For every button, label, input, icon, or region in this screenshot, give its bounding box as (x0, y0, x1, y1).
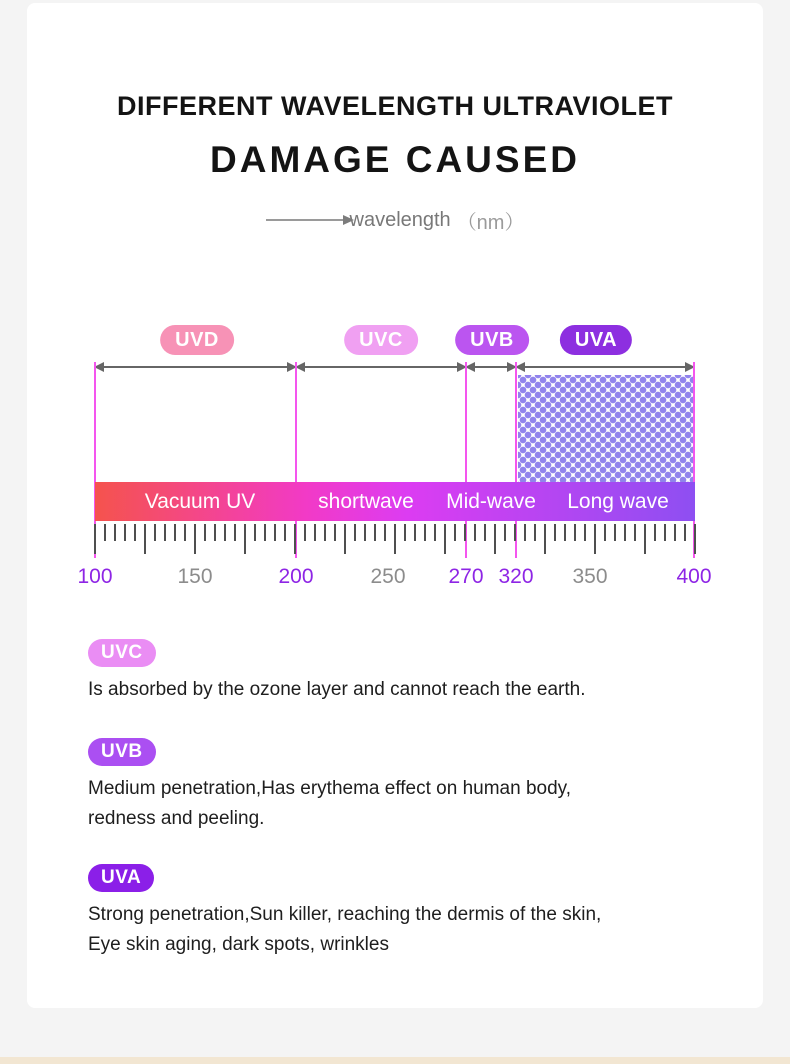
uvc-range-arrow-icon (296, 366, 466, 368)
uva-band-badge: UVA (560, 325, 632, 355)
uvb-range-arrow-icon (466, 366, 516, 368)
bottom-beige-strip (0, 1057, 790, 1064)
tick-label-250: 250 (370, 565, 406, 588)
tick-label-320: 320 (498, 565, 534, 588)
uva-description-line2: Eye skin aging, dark spots, wrinkles (88, 934, 389, 955)
content-card (27, 3, 763, 1008)
spectrum-gradient-bar (95, 482, 695, 521)
uvd-band-badge: UVD (160, 325, 234, 355)
uvc-section-badge: UVC (88, 639, 156, 667)
uva-dot-pattern (518, 375, 694, 482)
band-label-mid-wave: Mid-wave (446, 489, 536, 513)
tick-label-200: 200 (278, 565, 314, 588)
uvb-description-line2: redness and peeling. (88, 808, 265, 829)
uvc-description-text (88, 675, 728, 705)
uva-section-badge: UVA (88, 864, 154, 892)
uvc-band-badge: UVC (344, 325, 418, 355)
page-title-line2: DAMAGE CAUSED (210, 139, 580, 180)
uva-description-text (88, 900, 728, 960)
ruler-major-ticks (94, 524, 696, 554)
wavelength-axis-note (27, 207, 763, 233)
band-label-shortwave: shortwave (318, 489, 414, 513)
page-title-line1: DIFFERENT WAVELENGTH ULTRAVIOLET (117, 91, 673, 121)
wavelength-axis-unit: （nm） (456, 211, 525, 234)
uva-description-section (88, 864, 728, 960)
uvb-section-badge: UVB (88, 738, 156, 766)
tick-label-270: 270 (448, 565, 484, 588)
uvc-description-line1: Is absorbed by the ozone layer and cannot reach the earth. (88, 679, 586, 700)
tick-label-400: 400 (676, 565, 712, 588)
uva-range-arrow-icon (516, 366, 694, 368)
tick-label-100: 100 (77, 565, 113, 588)
uvc-description-section (88, 639, 728, 705)
right-arrow-icon (266, 219, 344, 221)
uvb-band-badge: UVB (455, 325, 529, 355)
band-label-long-wave: Long wave (567, 489, 669, 513)
uvb-description-text (88, 774, 728, 834)
tick-label-150: 150 (177, 565, 213, 588)
uv-spectrum-chart (77, 325, 712, 593)
uva-description-line1: Strong penetration,Sun killer, reaching the dermis of the skin, (88, 904, 602, 925)
uvb-description-section (88, 738, 728, 834)
uvb-description-line1: Medium penetration,Has erythema effect on human body, (88, 778, 572, 799)
tick-label-350: 350 (572, 565, 608, 588)
band-label-vacuum-uv: Vacuum UV (144, 489, 256, 513)
wavelength-axis-label: wavelength (349, 208, 451, 231)
uvd-range-arrow-icon (95, 366, 296, 368)
